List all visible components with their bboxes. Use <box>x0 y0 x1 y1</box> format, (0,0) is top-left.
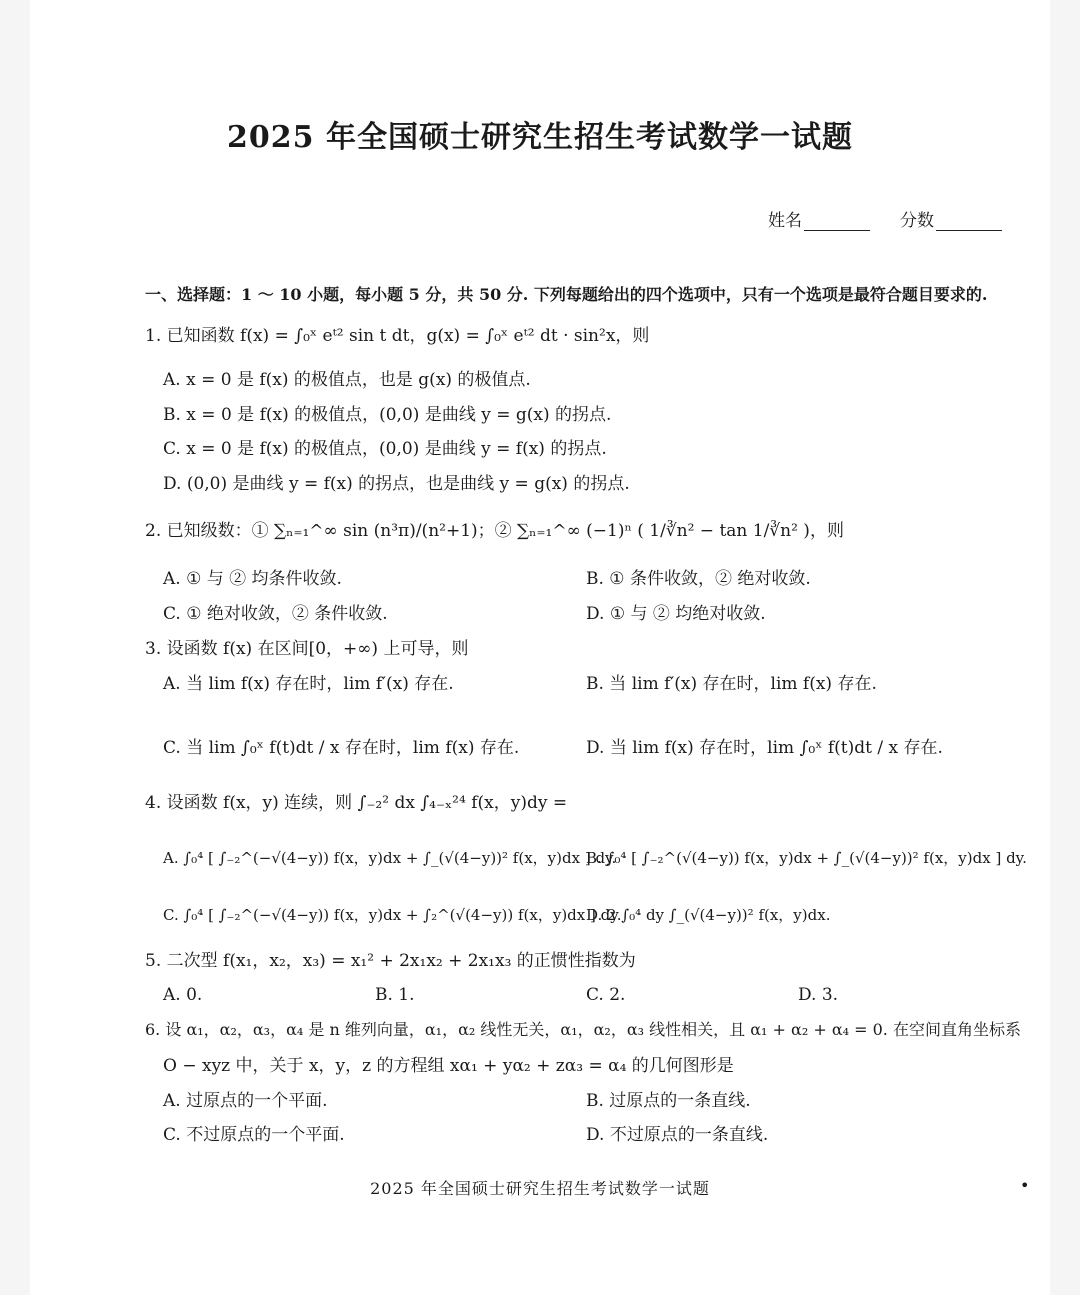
question-4-option-b: B. ∫₀⁴ [ ∫₋₂^(√(4−y)) f(x，y)dx + ∫_(√(4−y))² f(x，y)dx ] dy. <box>586 849 1027 867</box>
question-3-option-a: A. 当 lim f(x) 存在时，lim f′(x) 存在. <box>163 674 454 694</box>
question-3-option-b: B. 当 lim f′(x) 存在时，lim f(x) 存在. <box>586 674 877 694</box>
question-1-option-c: C. x = 0 是 f(x) 的极值点，(0,0) 是曲线 y = f(x) 的拐点. <box>163 439 607 459</box>
question-5-option-b: B. 1. <box>375 985 415 1005</box>
question-2-option-d: D. ① 与 ② 均绝对收敛. <box>586 604 766 624</box>
page-dot-mark: • <box>1020 1176 1030 1195</box>
question-6-stem-line-2: O − xyz 中，关于 x，y，z 的方程组 xα₁ + yα₂ + zα₃ = α₄ 的几何图形是 <box>163 1056 734 1076</box>
question-2-option-a: A. ① 与 ② 均条件收敛. <box>163 569 342 589</box>
question-2-option-c: C. ① 绝对收敛，② 条件收敛. <box>163 604 388 624</box>
question-4-option-a: A. ∫₀⁴ [ ∫₋₂^(−√(4−y)) f(x，y)dx + ∫_(√(4−y))² f(x，y)dx ] dy. <box>163 849 617 867</box>
question-6-option-d: D. 不过原点的一条直线. <box>586 1125 769 1145</box>
score-blank[interactable] <box>936 212 1002 231</box>
question-6-option-c: C. 不过原点的一个平面. <box>163 1125 345 1145</box>
page-footer: 2025 年全国硕士研究生招生考试数学一试题 <box>370 1179 710 1198</box>
question-1-stem: 1. 已知函数 f(x) = ∫₀ˣ eᵗ² sin t dt，g(x) = ∫₀ˣ eᵗ² dt · sin²x，则 <box>145 326 650 346</box>
question-3-stem: 3. 设函数 f(x) 在区间[0，+∞) 上可导，则 <box>145 639 469 659</box>
question-4-option-d: D. 2 ∫₀⁴ dy ∫_(√(4−y))² f(x，y)dx. <box>586 906 831 924</box>
name-field <box>768 206 870 231</box>
name-blank[interactable] <box>804 212 870 231</box>
score-field <box>900 206 1002 231</box>
exam-page <box>30 0 1050 1295</box>
question-5-option-a: A. 0. <box>163 985 203 1005</box>
question-6-option-b: B. 过原点的一条直线. <box>586 1091 751 1111</box>
page-title: 2025 年全国硕士研究生招生考试数学一试题 <box>227 120 853 155</box>
question-1-option-d: D. (0,0) 是曲线 y = f(x) 的拐点，也是曲线 y = g(x) 的拐点. <box>163 474 630 494</box>
question-3-option-c: C. 当 lim ∫₀ˣ f(t)dt / x 存在时，lim f(x) 存在. <box>163 738 520 758</box>
score-label: 分数 <box>900 211 934 231</box>
question-6-option-a: A. 过原点的一个平面. <box>163 1091 328 1111</box>
question-5-option-c: C. 2. <box>586 985 626 1005</box>
name-label: 姓名 <box>768 211 802 231</box>
question-2-stem: 2. 已知级数：① ∑ₙ₌₁^∞ sin (n³π)/(n²+1)；② ∑ₙ₌₁^∞ (−1)ⁿ ( 1/∛n² − tan 1/∛n² )，则 <box>145 521 844 541</box>
question-5-option-d: D. 3. <box>798 985 839 1005</box>
question-1-option-a: A. x = 0 是 f(x) 的极值点，也是 g(x) 的极值点. <box>163 370 531 390</box>
question-5-stem: 5. 二次型 f(x₁，x₂，x₃) = x₁² + 2x₁x₂ + 2x₁x₃ 的正惯性指数为 <box>145 951 636 971</box>
question-6-stem-line-1: 6. 设 α₁，α₂，α₃，α₄ 是 n 维列向量，α₁，α₂ 线性无关，α₁，α₂，α₃ 线性相关，且 α₁ + α₂ + α₄ = 0. 在空间直角坐标系 <box>145 1020 1021 1039</box>
question-3-option-d: D. 当 lim f(x) 存在时，lim ∫₀ˣ f(t)dt / x 存在. <box>586 738 943 758</box>
section-heading: 一、选择题：1 ～ 10 小题，每小题 5 分，共 50 分. 下列每题给出的四个选项中，只有一个选项是最符合题目要求的. <box>145 285 988 304</box>
question-4-option-c: C. ∫₀⁴ [ ∫₋₂^(−√(4−y)) f(x，y)dx + ∫₂^(√(4−y)) f(x，y)dx ] dy. <box>163 906 622 924</box>
question-2-option-b: B. ① 条件收敛，② 绝对收敛. <box>586 569 811 589</box>
question-4-stem: 4. 设函数 f(x，y) 连续，则 ∫₋₂² dx ∫₄₋ₓ²⁴ f(x，y)dy = <box>145 793 568 813</box>
question-1-option-b: B. x = 0 是 f(x) 的极值点，(0,0) 是曲线 y = g(x) 的拐点. <box>163 405 612 425</box>
